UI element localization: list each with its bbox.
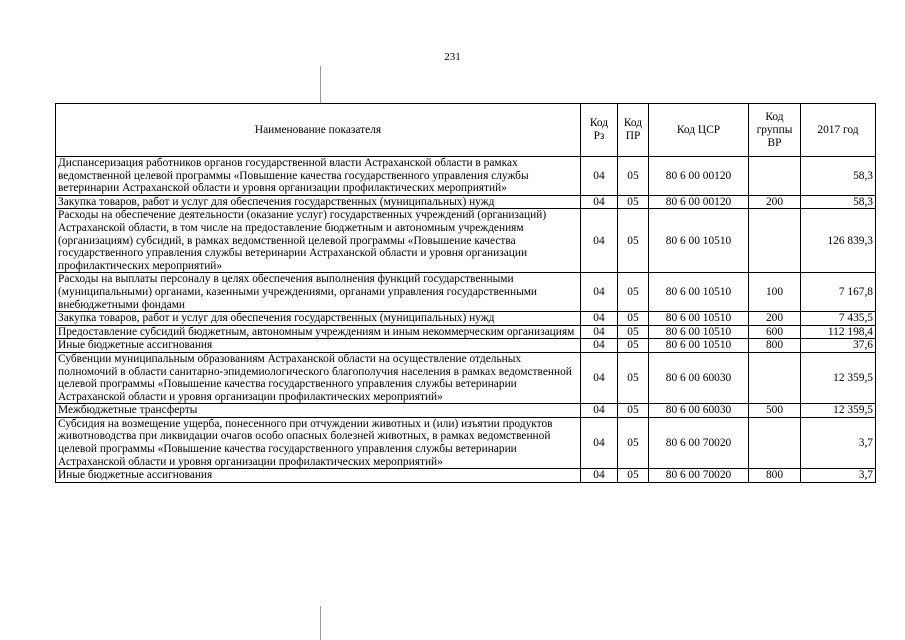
code-vr-cell: 800 (749, 469, 801, 483)
code-pr-cell: 05 (618, 195, 649, 209)
table-row (56, 273, 876, 312)
code-csr-cell: 80 6 00 00120 (649, 195, 749, 209)
code-csr-cell: 80 6 00 00120 (649, 157, 749, 196)
page-number: 231 (444, 51, 461, 63)
amount-2017-cell: 7 167,8 (801, 273, 876, 312)
header-indicator-name: Наименование показателя (56, 104, 581, 157)
table-row (56, 469, 876, 483)
code-rz-cell: 04 (581, 312, 618, 326)
code-csr-cell: 80 6 00 10510 (649, 273, 749, 312)
indicator-name-cell: Закупка товаров, работ и услуг для обеспечения государственных (муниципальных) нужд (56, 312, 581, 326)
header-code-pr: Код ПР (618, 104, 649, 157)
indicator-name-cell: Межбюджетные трансферты (56, 404, 581, 418)
indicator-name-cell: Предоставление субсидий бюджетным, автономным учреждениям и иным некоммерческим организациям (56, 325, 581, 339)
code-rz-cell: 04 (581, 325, 618, 339)
code-vr-cell (749, 417, 801, 468)
table-row (56, 209, 876, 273)
code-csr-cell: 80 6 00 70020 (649, 469, 749, 483)
scan-fold-line-top (320, 66, 321, 104)
scan-fold-line-bottom (320, 606, 321, 640)
amount-2017-cell: 126 839,3 (801, 209, 876, 273)
code-vr-cell (749, 352, 801, 403)
code-csr-cell: 80 6 00 70020 (649, 417, 749, 468)
code-pr-cell: 05 (618, 312, 649, 326)
code-csr-cell: 80 6 00 60030 (649, 404, 749, 418)
indicator-name-cell: Расходы на обеспечение деятельности (оказание услуг) государственных учреждений (организаций) Астраханской области, в том числе на предоставление бюджетным и автономным учреждениям (организациям) субсидий, в рамках ведомственной целевой программы «Повышение качества государственного управления службы ветеринарии Астраханской области и уровня организации профилактических мероприятий» (56, 209, 581, 273)
code-vr-cell: 600 (749, 325, 801, 339)
indicator-name-cell: Субвенции муниципальным образованиям Астраханской области на осуществление отдельных полномочий в области санитарно-эпидемиологического благополучия населения в рамках ведомственной целевой программы «Повышение качества государственного управления службы ветеринарии Астраханской области и уровня организации профилактических мероприятий» (56, 352, 581, 403)
code-pr-cell: 05 (618, 469, 649, 483)
code-pr-cell: 05 (618, 339, 649, 353)
code-rz-cell: 04 (581, 469, 618, 483)
code-rz-cell: 04 (581, 404, 618, 418)
indicator-name-cell: Расходы на выплаты персоналу в целях обеспечения выполнения функций государственными (муниципальными) органами, казенными учреждениями, органами управления государственными внебюджетными фондами (56, 273, 581, 312)
table-row (56, 157, 876, 196)
amount-2017-cell: 3,7 (801, 417, 876, 468)
code-rz-cell: 04 (581, 339, 618, 353)
indicator-name-cell: Закупка товаров, работ и услуг для обеспечения государственных (муниципальных) нужд (56, 195, 581, 209)
code-vr-cell (749, 157, 801, 196)
header-code-rz: Код Рз (581, 104, 618, 157)
amount-2017-cell: 58,3 (801, 157, 876, 196)
amount-2017-cell: 12 359,5 (801, 352, 876, 403)
indicator-name-cell: Иные бюджетные ассигнования (56, 469, 581, 483)
code-pr-cell: 05 (618, 157, 649, 196)
code-csr-cell: 80 6 00 10510 (649, 339, 749, 353)
indicator-name-cell: Диспансеризация работников органов государственной власти Астраханской области в рамках ведомственной целевой программы «Повышение качества государственного управления службы ветеринарии Астраханской области и уровня организации профилактических мероприятий» (56, 157, 581, 196)
table-row (56, 352, 876, 403)
code-rz-cell: 04 (581, 209, 618, 273)
indicator-name-cell: Иные бюджетные ассигнования (56, 339, 581, 353)
code-csr-cell: 80 6 00 60030 (649, 352, 749, 403)
table-row (56, 195, 876, 209)
amount-2017-cell: 58,3 (801, 195, 876, 209)
header-code-vr: Код группы ВР (749, 104, 801, 157)
header-year-2017: 2017 год (801, 104, 876, 157)
table-row (56, 312, 876, 326)
code-rz-cell: 04 (581, 352, 618, 403)
code-vr-cell: 500 (749, 404, 801, 418)
table-body (56, 157, 876, 483)
code-rz-cell: 04 (581, 417, 618, 468)
amount-2017-cell: 12 359,5 (801, 404, 876, 418)
code-pr-cell: 05 (618, 352, 649, 403)
table-header-row (56, 104, 876, 157)
table-row (56, 404, 876, 418)
table-row (56, 339, 876, 353)
table-row (56, 325, 876, 339)
code-vr-cell: 100 (749, 273, 801, 312)
amount-2017-cell: 7 435,5 (801, 312, 876, 326)
code-csr-cell: 80 6 00 10510 (649, 325, 749, 339)
code-vr-cell (749, 209, 801, 273)
code-vr-cell: 800 (749, 339, 801, 353)
code-rz-cell: 04 (581, 195, 618, 209)
amount-2017-cell: 3,7 (801, 469, 876, 483)
code-rz-cell: 04 (581, 157, 618, 196)
code-pr-cell: 05 (618, 273, 649, 312)
code-csr-cell: 80 6 00 10510 (649, 312, 749, 326)
indicator-name-cell: Субсидия на возмещение ущерба, понесенного при отчуждении животных и (или) изъятии продуктов животноводства при ликвидации очагов особо опасных болезней животных, в рамках ведомственной целевой программы «Повышение качества государственного управления службы ветеринарии Астраханской области и уровня организации профилактических мероприятий» (56, 417, 581, 468)
budget-table (55, 103, 876, 483)
code-pr-cell: 05 (618, 209, 649, 273)
header-code-csr: Код ЦСР (649, 104, 749, 157)
code-vr-cell: 200 (749, 312, 801, 326)
amount-2017-cell: 37,6 (801, 339, 876, 353)
amount-2017-cell: 112 198,4 (801, 325, 876, 339)
code-vr-cell: 200 (749, 195, 801, 209)
code-pr-cell: 05 (618, 325, 649, 339)
code-csr-cell: 80 6 00 10510 (649, 209, 749, 273)
code-pr-cell: 05 (618, 417, 649, 468)
code-pr-cell: 05 (618, 404, 649, 418)
code-rz-cell: 04 (581, 273, 618, 312)
table-row (56, 417, 876, 468)
